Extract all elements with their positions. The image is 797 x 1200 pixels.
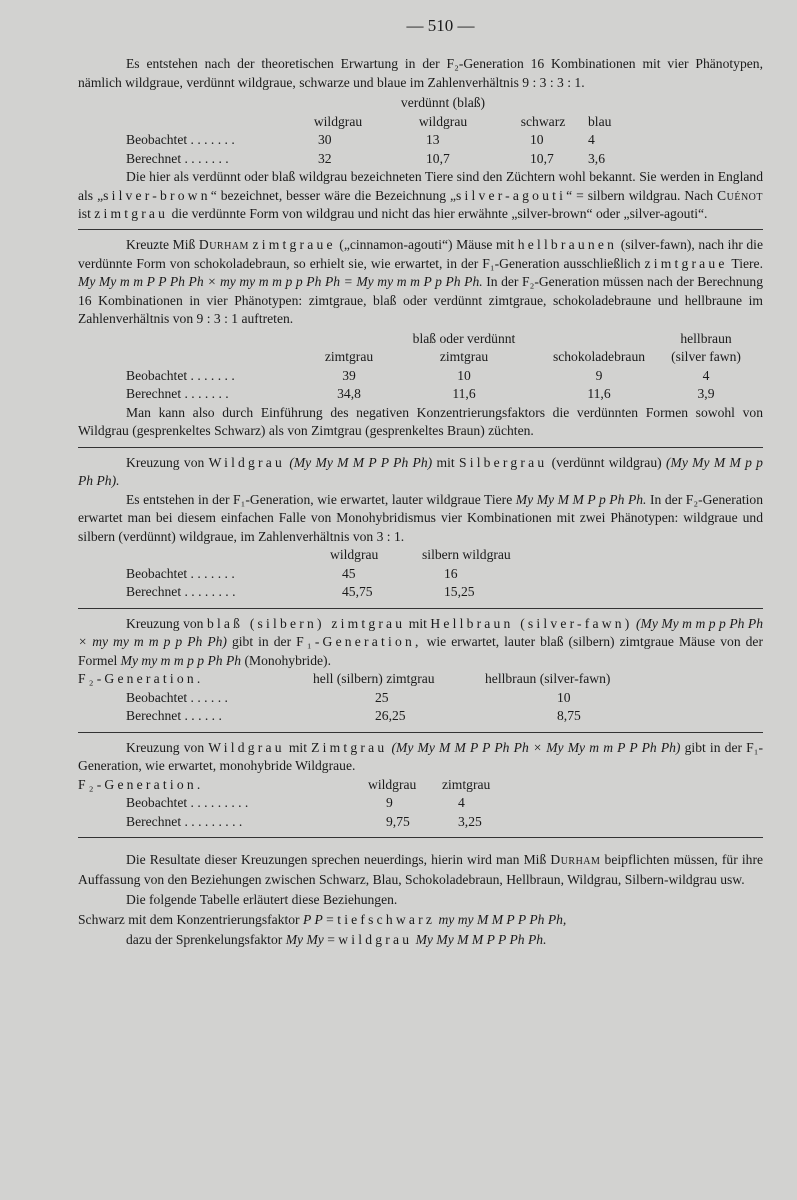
paragraph: Die folgende Tabelle erläutert diese Beziehungen.: [126, 892, 398, 908]
section-conclusion: [78, 850, 763, 951]
results-table: [78, 330, 748, 404]
table-cell: 11,6: [452, 386, 476, 402]
table-cell: 34,8: [337, 386, 361, 402]
divider: [78, 732, 763, 733]
section-wildgrau-zimtgrau: [78, 739, 763, 831]
table-cell: 30: [318, 132, 332, 148]
section-wildgrau-silbergrau: [78, 454, 763, 602]
table-cell: 9,75: [386, 813, 410, 829]
table-cell: 3,25: [458, 813, 482, 829]
results-table: [78, 546, 511, 601]
table-cell: 3,6: [588, 150, 605, 166]
paragraph: Kreuzung von Wildgrau (My My M M P P Ph Ph) mit Silbergrau (verdünnt wildgrau) (My My M M p p Ph Ph).: [78, 454, 763, 489]
table-cell: 4: [588, 132, 595, 148]
page-number: — 510 —: [406, 16, 475, 35]
column-header: hell (silbern) zimtgrau: [313, 671, 435, 687]
table-cell: 15,25: [444, 584, 475, 600]
section-wildgrau-schwarz: [78, 55, 763, 223]
table-cell: 8,75: [557, 708, 581, 724]
row-label: Berechnet . . . . . . . . .: [126, 813, 243, 829]
divider: [78, 608, 763, 609]
column-header: zimtgrau: [439, 349, 489, 365]
column-header: schwarz: [520, 113, 566, 129]
table-cell: 16: [444, 565, 458, 581]
column-header: wildgrau: [330, 547, 379, 563]
paragraph: Es entstehen nach der theoretischen Erwartung in der F₂-Generation 16 Kombinationen mit vier Phänotypen, nämlich wildgraue, verdünnt wildgraue, schwarze und blaue im Zahlenverhältnis 9 : 3 : 3 : 1.: [78, 56, 763, 90]
formula: My My m m P P Ph Ph × my my m m p p Ph Ph = My my m m P p Ph Ph.: [78, 274, 483, 290]
column-header: zimtgrau: [442, 776, 491, 792]
column-header: wildgrau: [418, 113, 468, 129]
table-cell: 4: [702, 367, 710, 383]
paragraph: Man kann also durch Einführung des negativen Konzentrierungsfaktors die verdünnten Formen sowohl von Wildgrau (gesprenkeltes Schwarz) als von Zimtgrau (gesprenkeltes Braun) züchten.: [78, 404, 763, 439]
divider: [78, 229, 763, 230]
row-label: Berechnet . . . . . .: [126, 708, 222, 724]
table-cell: 45: [342, 565, 356, 581]
table-cell: 3,9: [697, 386, 715, 402]
table-cell: 4: [458, 795, 465, 811]
table-cell: 45,75: [342, 584, 373, 600]
column-header: schokoladebraun: [552, 349, 646, 365]
row-label: Beobachtet . . . . . . . . .: [126, 795, 249, 811]
results-table: [78, 94, 638, 168]
table-cell: 10,7: [530, 150, 554, 166]
table-cell: 10,7: [426, 150, 450, 166]
column-header: wildgrau: [368, 776, 417, 792]
row-label: Berechnet . . . . . . . .: [126, 584, 236, 600]
row-label: Berechnet . . . . . . .: [126, 150, 229, 166]
table-cell: 10: [530, 132, 544, 148]
table-cell: 39: [342, 367, 356, 383]
table-cell: 32: [318, 150, 332, 166]
column-header: wildgrau: [313, 113, 363, 129]
generation-label: F₂-Generation.: [78, 671, 204, 687]
paragraph: Die Resultate dieser Kreuzungen sprechen neuerdings, hierin wird man Miß Durham beipflichten müssen, für ihre Auffassung von den Beziehungen zwischen Schwarz, Blau, Schokoladebraun, Hellbraun, Wildgrau, Silbern-wildgrau usw.: [78, 852, 763, 888]
table-cell: 26,25: [375, 708, 406, 724]
paragraph: Die hier als verdünnt oder blaß wildgrau bezeichneten Tiere sind den Züchtern wohl bekannt. Sie werden in England als „silver-brown“ bezeichnet, besser wäre die Bezeichnung „silver-agouti“ = silbern wildgrau. Nach Cuénot ist zimtgrau die verdünnte Form von wildgrau und nicht das hier erwähnte „silver-brown“ oder „silver-agouti“.: [78, 169, 763, 221]
divider: [78, 447, 763, 448]
formula-line: Schwarz mit dem Konzentrierungsfaktor P P = tiefschwarz my my M M P P Ph Ph,: [78, 912, 567, 928]
column-group-header: blaß oder verdünnt: [412, 330, 516, 346]
column-header: silbern wildgrau: [422, 547, 511, 563]
formula-line: dazu der Sprenkelungsfaktor My My = wildgrau My My M M P P Ph Ph.: [126, 932, 547, 948]
column-header: (silver fawn): [671, 349, 741, 365]
section-zimtgrau-hellbraun: [78, 236, 763, 440]
row-label: Beobachtet . . . . . . .: [126, 367, 235, 383]
row-label: Beobachtet . . . . . .: [126, 689, 228, 705]
table-cell: 9: [595, 367, 603, 383]
row-label: Beobachtet . . . . . . .: [126, 565, 235, 581]
column-header: zimtgrau: [324, 349, 374, 365]
row-label: Beobachtet . . . . . . .: [126, 132, 235, 148]
table-cell: 13: [426, 132, 440, 148]
table-cell: 11,6: [587, 386, 611, 402]
row-label: Berechnet . . . . . . .: [126, 386, 229, 402]
table-cell: 10: [457, 367, 471, 383]
table-cell: 10: [557, 689, 571, 705]
divider: [78, 837, 763, 838]
table-cell: 9: [386, 795, 393, 811]
paragraph: Kreuzung von blaß (silbern) zimtgrau mit Hellbraun (silver-fawn) (My My m m p p Ph Ph × my my m m p p Ph Ph) gibt in der F₁-Generation, wie erwartet, lauter blaß (silbern) zimtgraue Mäuse von der Formel My my m m p p Ph Ph (Monohybride).: [78, 615, 763, 668]
results-table: [78, 670, 610, 725]
column-group-header: verdünnt (blaß): [400, 95, 486, 111]
paragraph: Kreuzte Miß Durham zimtgraue („cinnamon-agouti“) Mäuse mit hellbraunen (silver-fawn), nach ihr die verdünnte Form von schokoladebraun, so erhielt sie, wie erwartet, in der F₁-Generation ausschließlich zimtgraue Tiere. My My m m P P Ph Ph × my my m m p p Ph Ph = My my m m P p Ph Ph. In der F₂-Generation müssen nach der Berechnung 16 Kombinationen in vier Phänotypen: zimtgraue, blaß oder verdünnt zimtgraue, schokoladebraune und hellbraune im Zahlenverhältnis von 9 : 3 : 1 auftreten.: [78, 237, 763, 327]
table-cell: 25: [375, 689, 389, 705]
generation-label: F₂-Generation.: [78, 776, 204, 792]
results-table: [78, 776, 490, 831]
paragraph: Es entstehen in der F₁-Generation, wie erwartet, lauter wildgraue Tiere My My M M P p Ph Ph. In der F₂-Generation erwartet man bei diesem einfachen Falle von Monohybridismus vier Kombinationen mit zwei Phänotypen: wildgraue und silbern (verdünnt) wildgraue, im Zahlenverhältnis von 3 : 1.: [78, 491, 763, 544]
column-header: hellbraun (silver-fawn): [485, 671, 611, 687]
section-blass-zimtgrau-hellbraun: [78, 615, 763, 726]
column-header: blau: [588, 113, 612, 129]
column-group-header: hellbraun: [680, 330, 732, 346]
paragraph: Kreuzung von Wildgrau mit Zimtgrau (My My M M P P Ph Ph × My My m m P P Ph Ph) gibt in der F₁-Generation, wie erwartet, monohybride Wildgraue.: [78, 739, 763, 774]
